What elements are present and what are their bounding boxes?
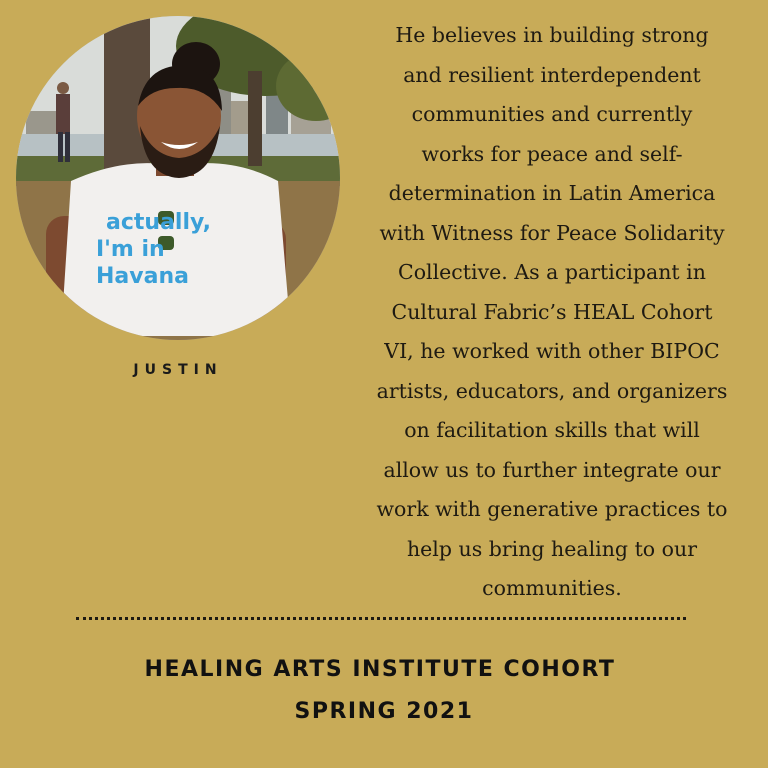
bio-text <box>352 16 752 609</box>
bio-line: artists, educators, and organizers <box>376 378 728 403</box>
shirt-text-2: I'm in <box>96 237 165 262</box>
bio-line: with Witness for Peace Solidarity <box>379 220 725 245</box>
bio-line: Cultural Fabric’s HEAL Cohort <box>391 299 713 324</box>
bio-line: and resilient interdependent <box>403 62 701 87</box>
profile-name: JUSTIN <box>133 362 223 378</box>
footer-title: HEALING ARTS INSTITUTE COHORT <box>144 657 616 682</box>
bio-line: on facilitation skills that will <box>404 418 700 442</box>
bio-line: He believes in building strong <box>395 23 709 47</box>
profile-photo <box>16 16 340 340</box>
bio-line: VI, he worked with other BIPOC <box>384 339 720 363</box>
shirt-text-3: Havana <box>96 264 189 289</box>
bio-line: allow us to further integrate our <box>383 457 721 482</box>
footer-subtitle: SPRING 2021 <box>294 699 474 724</box>
bio-line: communities. <box>482 576 622 600</box>
portrait-illustration <box>16 16 340 340</box>
bio-line: Collective. As a participant in <box>398 260 706 284</box>
bio-line: communities and currently <box>411 102 693 126</box>
shirt-text-1: actually, <box>106 210 211 235</box>
bio-line: works for peace and self- <box>421 141 683 166</box>
bio-line: determination in Latin America <box>388 181 716 205</box>
bio-line: work with generative practices to <box>376 497 728 521</box>
bio-line: help us bring healing to our <box>406 536 698 561</box>
dotted-divider <box>76 617 686 620</box>
